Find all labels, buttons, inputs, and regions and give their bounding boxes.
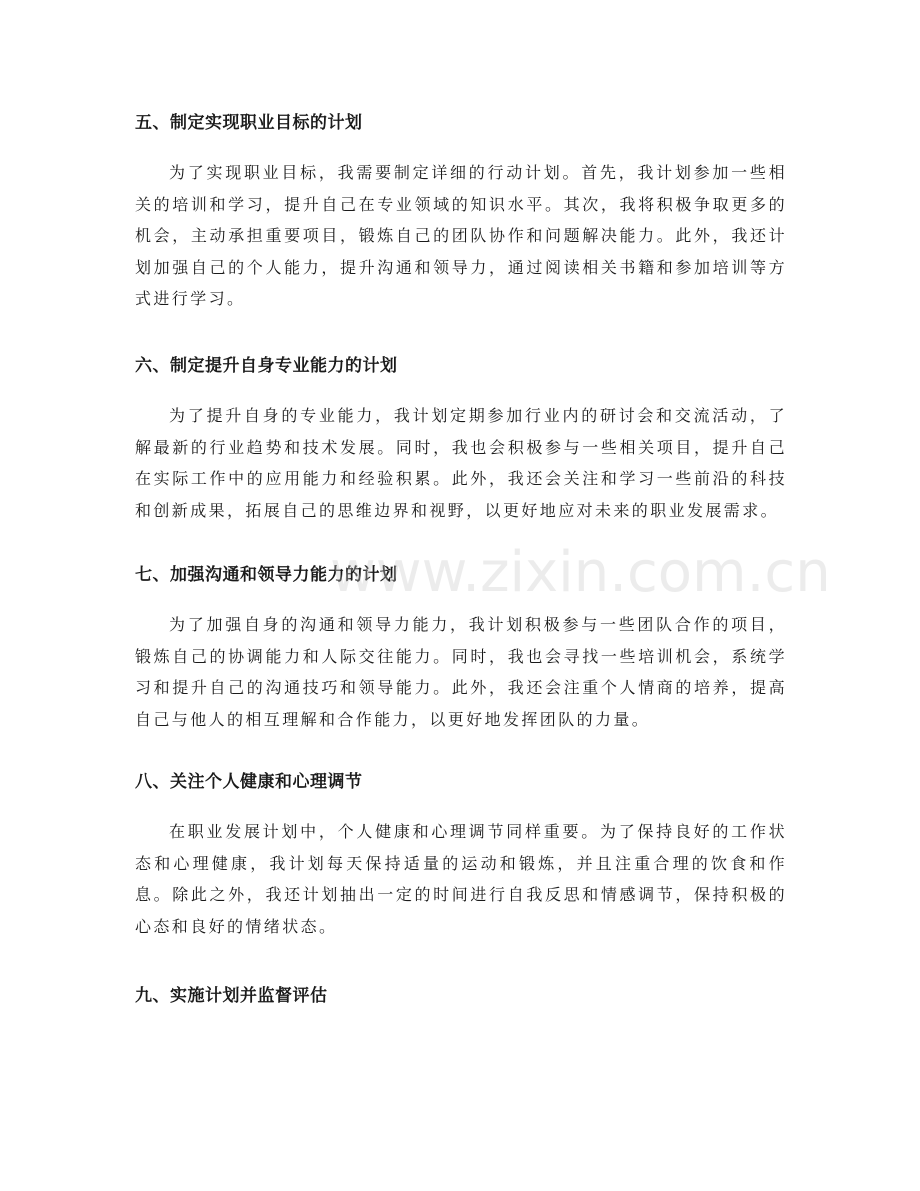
section-body-8: 在职业发展计划中，个人健康和心理调节同样重要。为了保持良好的工作状态和心理健康，我计划每天保持适量的运动和锻炼，并且注重合理的饮食和作息。除此之外，我还计划抽出一定的时间进行自我反思和情感调节，保持积极的心态和良好的情绪状态。 xyxy=(135,822,787,936)
section-heading-9: 九、实施计划并监督评估 xyxy=(135,986,328,1006)
section-heading-6: 六、制定提升自身专业能力的计划 xyxy=(135,356,398,376)
section-body-6: 为了提升自身的专业能力，我计划定期参加行业内的研讨会和交流活动，了解最新的行业趋势和技术发展。同时，我也会积极参与一些相关项目，提升自己在实际工作中的应用能力和经验积累。此外，我还会关注和学习一些前沿的科技和创新成果，拓展自己的思维边界和视野，以更好地应对未来的职业发展需求。 xyxy=(135,406,787,520)
section-heading-8: 八、关注个人健康和心理调节 xyxy=(135,772,363,792)
section-body-5: 为了实现职业目标，我需要制定详细的行动计划。首先，我计划参加一些相关的培训和学习，提升自己在专业领域的知识水平。其次，我将积极争取更多的机会，主动承担重要项目，锻炼自己的团队协作和问题解决能力。此外，我还计划加强自己的个人能力，提升沟通和领导力，通过阅读相关书籍和参加培训等方式进行学习。 xyxy=(135,163,787,308)
section-body-7: 为了加强自身的沟通和领导力能力，我计划积极参与一些团队合作的项目，锻炼自己的协调能力和人际交往能力。同时，我也会寻找一些培训机会，系统学习和提升自己的沟通技巧和领导能力。此外，我还会注重个人情商的培养，提高自己与他人的相互理解和合作能力，以更好地发挥团队的力量。 xyxy=(135,615,787,729)
section-heading-7: 七、加强沟通和领导力能力的计划 xyxy=(135,565,398,585)
section-heading-5: 五、制定实现职业目标的计划 xyxy=(135,113,363,133)
watermark: www.zixin.com.cn xyxy=(330,540,831,605)
